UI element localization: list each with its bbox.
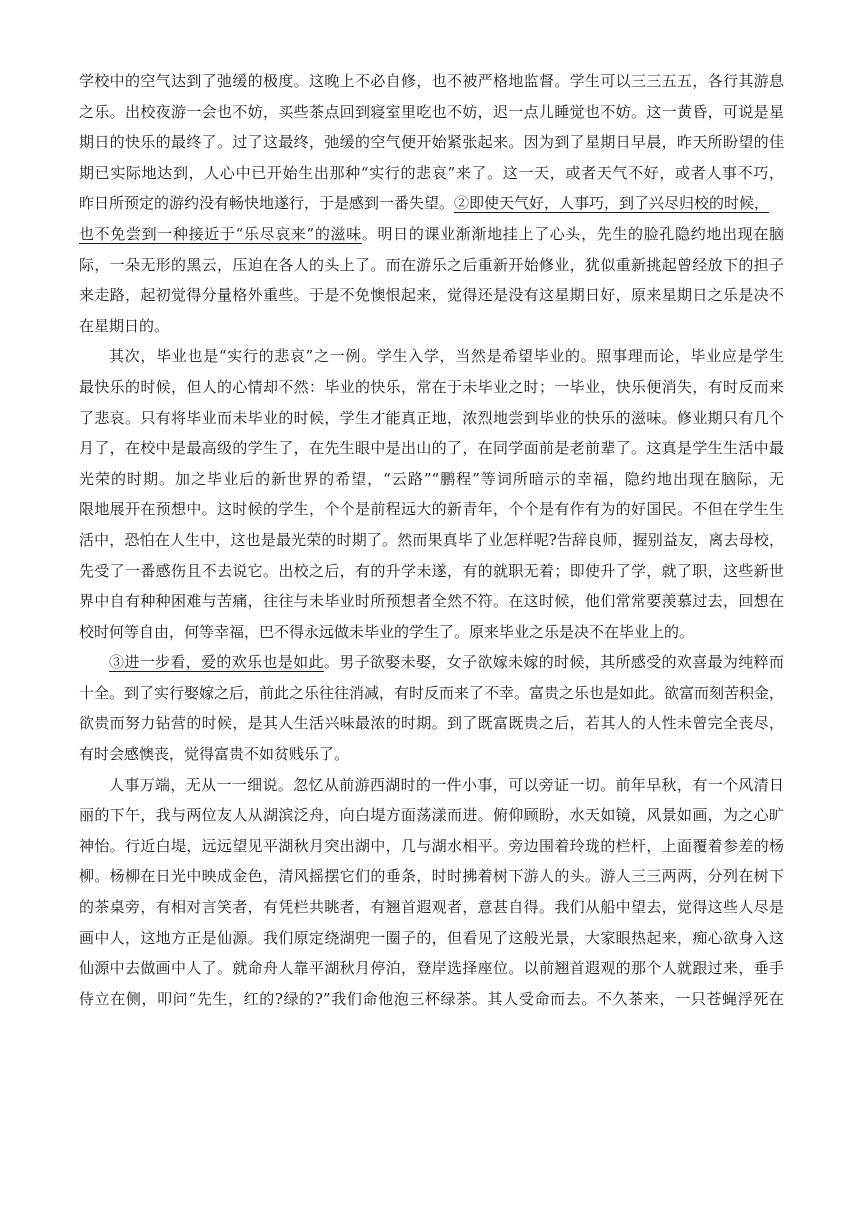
text-line: 活中，恐怕在人生中，这也是最光荣的时期了。然而果真毕了业怎样呢?告辞良师，握别益友，离去母校， (79, 530, 784, 549)
text-line: 有时会感懊丧，觉得富贵不如贫贱乐了。 (79, 745, 350, 764)
text-line: 最快乐的时候，但人的心情却不然：毕业的快乐，常在于未毕业之时；一毕业，快乐便消失，有时反而来 (79, 377, 784, 396)
text-line: 月了，在校中是最高级的学生了，在先生眼中是出山的了，在同学面前是老前辈了。这真是学生生活中最 (79, 439, 784, 458)
text-line: 学校中的空气达到了弛缓的极度。这晚上不必自修，也不被严格地监督。学生可以三三五五，各行其游息 (79, 72, 784, 90)
text-line (79, 219, 784, 250)
text-line (79, 647, 784, 678)
text-line: 限地展开在预想中。这时候的学生，个个是前程远大的新青年，个个是有作有为的好国民。不但在学生生 (79, 500, 784, 519)
text-line: 之乐。出校夜游一会也不妨，买些茶点回到寝室里吃也不妨，迟一点儿睡觉也不妨。这一黄昏，可说是星 (79, 102, 784, 121)
text-line: 期已实际地达到，人心中已开始生出那种“实行的悲哀”来了。这一天，或者天气不好，或者人事不巧， (79, 163, 784, 182)
text-line: 了悲哀。只有将毕业而未毕业的时候，学生才能真正地，浓烈地尝到毕业的快乐的滋味。修业期只有几个 (79, 408, 784, 427)
text-line: 仙源中去做画中人了。就命舟人靠平湖秋月停泊，登岸选择座位。以前翘首遐观的那个人就跟过来，垂手 (79, 959, 784, 978)
text-line (79, 188, 784, 219)
text-line: 在星期日的。 (79, 316, 170, 335)
text-line: 人事万端，无从一一细说。忽忆从前游西湖时的一件小事，可以旁证一切。前年早秋，有一个风清日 (109, 775, 784, 794)
text-line: 校时何等自由，何等幸福，巴不得永远做未毕业的学生了。原来毕业之乐是决不在毕业上的。 (79, 622, 695, 641)
text-line: 画中人，这地方正是仙源。我们原定绕湖兜一圈子的，但看见了这般光景，大家眼热起来，痴心欲身入这 (79, 928, 784, 947)
underlined-sentence: 也不免尝到一种接近于“乐尽哀来”的滋味 (79, 224, 362, 243)
text-line: 光荣的时期。加之毕业后的新世界的希望，“云路”“鹏程”等词所暗示的幸福，隐约地出现在脑际，无 (79, 469, 784, 488)
underlined-sentence: ②即使天气好，人事巧，到了兴尽归校的时候， (454, 194, 770, 213)
text-line: 欲贵而努力钻营的时候，是其人生活兴味最浓的时期。到了既富既贵之后，若其人的人性未曾完全丧尽， (79, 714, 784, 733)
text-line: 侍立在侧，叩问“先生，红的?绿的?”我们命他泡三杯绿茶。其人受命而去。不久茶来，一只苍蝇浮死在 (79, 989, 784, 1008)
text-line: 先受了一番感伤且不去说它。出校之后，有的升学未遂，有的就职无着；即使升了学，就了职，这些新世 (79, 561, 784, 580)
text-line: 际，一朵无形的黑云，压迫在各人的头上了。而在游乐之后重新开始修业，犹似重新挑起曾经放下的担子 (79, 255, 784, 274)
text-segment: 。男子欲娶未娶，女子欲嫁未嫁的时候，其所感受的欢喜最为纯粹而 (323, 653, 784, 672)
text-line: 神怡。行近白堤，远远望见平湖秋月突出湖中，几与湖水相平。旁边围着玲珑的栏杆，上面覆着参差的杨 (79, 836, 784, 855)
text-line: 的茶桌旁，有相对言笑者，有凭栏共眺者，有翘首遐观者，意甚自得。我们从船中望去，觉得这些人尽是 (79, 898, 784, 917)
text-line: 来走路，起初觉得分量格外重些。于是不免懊恨起来，觉得还是没有这星期日好，原来星期日之乐是决不 (79, 286, 784, 305)
text-segment: 。明日的课业渐渐地挂上了心头，先生的脸孔隐约地出现在脑 (361, 224, 784, 243)
text-line: 期日的快乐的最终了。过了这最终，弛缓的空气便开始紧张起来。因为到了星期日早晨，昨天所盼望的佳 (79, 133, 784, 152)
essay-body (79, 66, 784, 1014)
text-segment: 昨日所预定的游约没有畅快地遂行，于是感到一番失望。 (79, 194, 455, 213)
underlined-sentence: ③进一步看，爱的欢乐也是如此 (109, 653, 324, 672)
text-line: 丽的下午，我与两位友人从湖滨泛舟，向白堤方面荡漾而进。俯仰顾盼，水天如镜，风景如画，为之心旷 (79, 806, 784, 825)
text-line: 十全。到了实行娶嫁之后，前此之乐往往消减，有时反而来了不幸。富贵之乐也是如此。欲富而刻苦积金， (79, 683, 784, 702)
text-line: 柳。杨柳在日光中映成金色，清风摇摆它们的垂条，时时拂着树下游人的头。游人三三两两，分列在树下 (79, 867, 784, 886)
text-line: 界中自有种种困难与苦痛，往往与未毕业时所预想者全然不符。在这时候，他们常常要羡慕过去，回想在 (79, 592, 784, 611)
text-line: 其次，毕业也是“实行的悲哀”之一例。学生入学，当然是希望毕业的。照事理而论，毕业应是学生 (109, 347, 784, 366)
